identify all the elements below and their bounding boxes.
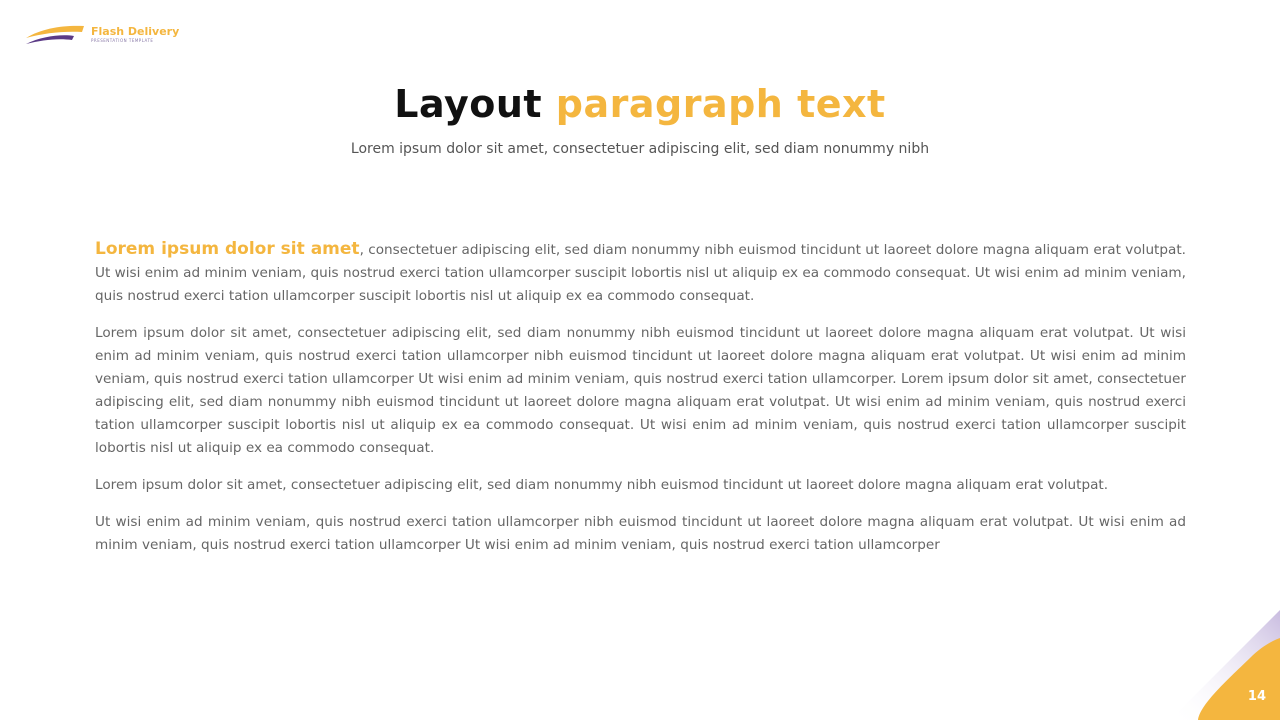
- paragraph-1-text: , consectetuer adipiscing elit, sed diam nonummy nibh euismod tincidunt ut laoreet dolore magna aliquam erat volutpat. Ut wisi enim ad minim veniam, quis nostrud exerci tation ullamcorper suscipit lobortis nisl ut aliquip ex ea commodo consequat. Ut wisi enim ad minim veniam, quis nostrud exerci tation ullamcorper suscipit lobortis nisl ut aliquip ex ea commodo consequat.: [95, 242, 1186, 304]
- brand-logo: [24, 22, 194, 48]
- paragraph-4: Ut wisi enim ad minim veniam, quis nostrud exerci tation ullamcorper nibh euismod tincidunt ut laoreet dolore magna aliquam erat volutpat. Ut wisi enim ad minim veniam, quis nostrud exerci tation ullamcorper Ut wisi enim ad minim veniam, quis nostrud exerci tation ullamcorper: [95, 514, 1186, 553]
- brand-name: Flash Delivery: [91, 25, 180, 38]
- paragraph-lead-highlight: Lorem ipsum dolor sit amet: [95, 239, 360, 259]
- page-title-dark: Layout: [394, 82, 543, 126]
- paragraph-2: Lorem ipsum dolor sit amet, consectetuer adipiscing elit, sed diam nonummy nibh euismod tincidunt ut laoreet dolore magna aliquam erat volutpat. Ut wisi enim ad minim veniam, quis nostrud exerci tation ullamcorper nibh euismod tincidunt ut laoreet dolore magna aliquam erat volutpat. Ut wisi enim ad minim veniam, quis nostrud exerci tation ullamcorper Ut wisi enim ad minim veniam, quis nostrud exerci tation ullamcorper. Lorem ipsum dolor sit amet, consectetuer adipiscing elit, sed diam nonummy nibh euismod tincidunt ut laoreet dolore magna aliquam erat volutpat. Ut wisi enim ad minim veniam, quis nostrud exerci tation ullamcorper suscipit lobortis nisl ut aliquip ex ea commodo consequat. Ut wisi enim ad minim veniam, quis nostrud exerci tation ullamcorper suscipit lobortis nisl ut aliquip ex ea commodo consequat.: [95, 325, 1186, 456]
- paragraph-1: [95, 238, 1186, 308]
- brand-tagline: PRESENTATION TEMPLATE: [91, 38, 154, 43]
- page-title: [0, 78, 1280, 130]
- paragraph-3: Lorem ipsum dolor sit amet, consectetuer adipiscing elit, sed diam nonummy nibh euismod tincidunt ut laoreet dolore magna aliquam erat volutpat.: [95, 477, 1109, 493]
- page-subtitle: Lorem ipsum dolor sit amet, consectetuer adipiscing elit, sed diam nonummy nibh: [350, 141, 930, 157]
- page-title-accent: paragraph text: [555, 82, 886, 126]
- page-number: 14: [1247, 689, 1266, 704]
- swoosh-logo-icon: [24, 22, 88, 48]
- body-content: [95, 238, 1186, 571]
